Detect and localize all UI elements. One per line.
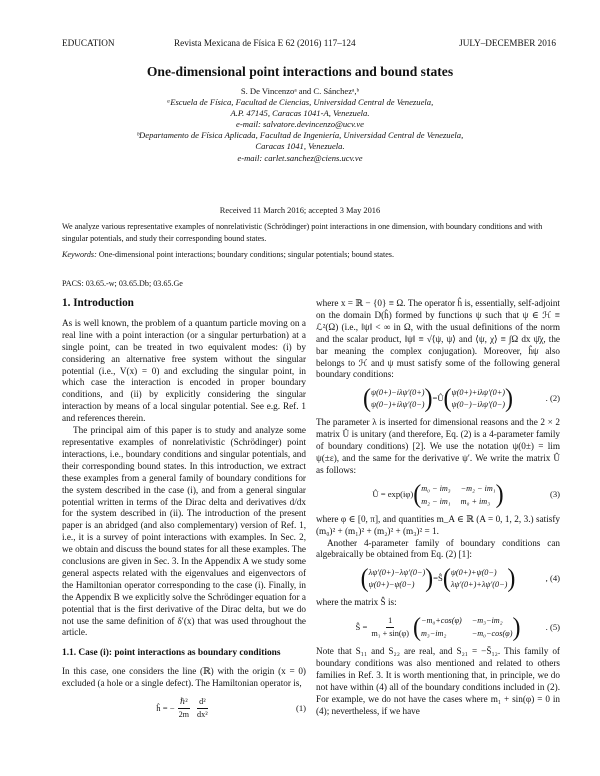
eq3-cell-12: −m₂ − im₁ [460,483,496,493]
eq4-left-vector: ( λψ′(0+)−λψ′(0−) ψ(0+)−ψ(0−) ) [360,565,434,594]
eq2-right-row-1: ψ(0+)+iλψ′(0+) [451,388,505,398]
eq2-left-row-2: ψ(0−)+iλψ′(0−) [371,400,425,410]
pacs-codes: PACS: 03.65.-w; 03.65.Db; 03.65.Ge [62,279,183,288]
eq1-numerator: ℏ² [178,696,190,709]
affiliation-line-3: ᵇDepartamento de Física Aplicada, Facultad de Ingeniería, Universidad Central de Venezuela, [136,130,464,141]
eq5-cell-21: m₃−im₂ [421,629,447,639]
eq4-tag: , (4) [545,573,560,584]
equation-1 [62,696,306,721]
eq4-operator: =Ŝ [433,573,443,584]
eq3-cell-11: m₀ − im₃ [421,483,451,493]
affiliation-line-2: A.P. 47145, Caracas 1041-A, Venezuela. [230,108,370,119]
eq5-denominator: m₁ + sin(φ) [371,629,409,639]
equation-2 [316,385,560,414]
running-header [62,38,556,52]
paper-title: One-dimensional point interactions and bound states [146,64,454,79]
section-heading-introduction: 1. Introduction [62,297,134,309]
eq1-fraction-2 [195,696,210,721]
header-section: EDUCATION [62,38,115,48]
left-column [62,298,306,727]
eq1-lhs: ĥ = − [156,702,175,713]
eq1-denominator: 2m [178,710,190,719]
eq5-cell-11: −m₀+cos(φ) [421,616,462,626]
eq1-denominator-2: dx² [197,710,208,719]
eq4-right-vector: ( ψ(0+)+ψ(0−) λψ′(0+)+λψ′(0−) ) [442,565,516,594]
eq4-left-row-2: ψ(0+)−ψ(0−) [368,580,415,590]
intro-paragraph-2: The principal aim of this paper is to study and analyze some representative examples of nonrelativistic (Schrödinger) point interactions, i.e., boundary conditions and singular potentials, and their corresponding bound states. In this introduction, we extract these examples from a general family of boundary conditions for the system described in the case (i), and from a general singular potential written in terms of the Dirac delta and derivatives d/dx for the system described in (ii). The introduction of the present paper is an abridged (and also complementary) version of Ref. 1, i.e., it is a survey of point interactions with examples. In Sec. 2, we obtain and discuss the bound states for all these examples. The conclusions are given in Sec. 3. In the Appendix A we study some general aspects related with the eigenvalues and eigenvectors of the Hamiltonian operator corresponding to the case (i). Finally, in the Appendix B we explicitly solve the Schrödinger equation for a potential that is the first derivative of the Dirac delta, but we do not use the same definition of δ′(x) that was used throughout the article. [62,425,306,638]
intro-paragraph-1: As is well known, the problem of a quantum particle moving on a real line with a point interaction (or a singular perturbation) at a single point, can be treated in two equivalent modes: (i) by considering an alternative free system without the singular potential (i.e., V(x) = 0) and excluding the singular point, in which case the interaction is encoded in proper boundary conditions, and (ii) by explicitly considering the singular interaction by means of a local singular potential. See e.g. Ref. 1 and references therein. [62,317,306,424]
eq5-matrix: ( −m₀+cos(φ) −m₃−im₂ m₃−im₂ −m₀−cos(φ) ) [413,613,521,642]
eq5-numerator: 1 [386,615,394,628]
equation-3 [316,480,560,510]
right-paragraph-5: where the matrix Ŝ is: [316,597,397,608]
eq5-lhs: Ŝ = [355,621,368,632]
right-paragraph-3: where φ ∈ [0, π], and quantities m_A ∈ ℝ (A = 0, 1, 2, 3.) satisfy (m₀)² + (m₁)² + (m₂)² + (m₃)² = 1. [316,513,560,536]
right-paragraph-4: Another 4-parameter family of boundary conditions can algebraically be obtained from Eq. (2) [1]: [316,537,560,560]
right-paragraph-1: where x = ℝ − {0} ≡ Ω. The operator ĥ is, essentially, self-adjoint on the domain D(ĥ) formed by functions ψ such that ψ ∈ ℋ ≡ ℒ²(Ω) (i.e., ‖ψ‖ < ∞ in Ω, with the usual definitions of the norm and the scalar product, ‖ψ‖ ≡ √⟨ψ, ψ⟩ and ⟨ψ, χ⟩ ≡ ∫Ω dx ψ̄χ, the bar meaning the complex conjugation). Moreover, ĥψ also belongs to ℋ and ψ must satisfy some of the following general boundary conditions: [316,298,560,380]
right-column [316,298,560,717]
subsection-heading-case-i: 1.1. Case (i): point interactions as boundary conditions [62,648,281,659]
eq3-cell-22: m₀ + im₃ [460,496,491,506]
eq3-tag: (3) [549,489,560,500]
email-2: e-mail: carlet.sanchez@ciens.ucv.ve [237,152,363,163]
affiliation-line-4: Caracas 1041, Venezuela. [255,141,345,152]
case-i-paragraph: In this case, one considers the line (ℝ) with the origin (x = 0) excluded (a hole or a single defect). The Hamiltonian operator is, [62,666,306,689]
eq1-fraction-1 [177,696,191,721]
eq3-matrix: ( m₀ − im₃ −m₂ − im₁ m₂ − im₁ m₀ + im₃ ) [413,480,504,510]
affiliation-line-1: ᵃEscuela de Física, Facultad de Ciencias, Universidad Central de Venezuela, [166,97,434,108]
header-date: JULY–DECEMBER 2016 [459,38,556,48]
author-block [0,86,600,164]
eq2-right-vector: ( ψ(0+)+iλψ′(0+) ψ(0−)−iλψ′(0−) ) [443,385,513,414]
eq5-cell-12: −m₃−im₂ [471,616,503,626]
abstract: We analyze various representative examples of nonrelativistic (Schrödinger) point interactions in one dimension, with boundary conditions and with singular potentials, and study their corresponding bound states. [62,222,543,243]
eq2-right-row-2: ψ(0−)−iλψ′(0−) [451,400,505,410]
authors: S. De Vincenzoᵃ and C. Sánchezᵃ,ᵇ [240,86,360,96]
equation-4 [316,565,560,594]
right-paragraph-2: The parameter λ is inserted for dimensional reasons and the 2 × 2 matrix Û is unitary (and therefore, Eq. (2) is a 4-parameter family of boundary conditions) [2]. We use the notation ψ(0±) = lim ψ(±ε), and the same for the derivative ψ′. We write the matrix Û as follows: [316,417,560,475]
email-1: e-mail: salvatore.devincenzo@ucv.ve [236,119,364,130]
received-dates: Received 11 March 2016; accepted 3 May 2016 [219,206,381,215]
eq5-cell-22: −m₀−cos(φ) [471,629,513,639]
right-paragraph-6: Note that S₁₁ and S₂₂ are real, and S₂₁ = −S̄₁₂. This family of boundary conditions was also mentioned and related to others families in Ref. 3. It is worth mentioning that, in principle, we do not have within (4) all of the boundary conditions included in (2). For example, we do not have the cases where m₁ + sin(φ) = 0 in (4); nevertheless, if we have [316,646,560,716]
eq1-numerator-2: d² [197,696,208,709]
eq2-left-row-1: ψ(0+)−iλψ′(0+) [371,388,425,398]
header-journal: Revista Mexicana de Física E 62 (2016) 117–124 [174,38,356,48]
eq4-left-row-1: λψ′(0+)−λψ′(0−) [368,568,426,578]
eq4-right-row-1: ψ(0+)+ψ(0−) [450,568,497,578]
eq3-lhs: Û = exp(iφ) [372,489,414,500]
keywords [62,250,556,259]
eq5-tag: . (5) [545,621,560,632]
eq2-left-vector: ( ψ(0+)−iλψ′(0+) ψ(0−)+iλψ′(0−) ) [363,385,433,414]
keywords-text: One-dimensional point interactions; boundary conditions; singular potentials; bound states. [98,250,394,259]
eq4-right-row-2: λψ′(0+)+λψ′(0−) [450,580,508,590]
equation-5 [316,615,560,640]
eq2-tag: . (2) [545,393,560,404]
eq5-fraction [369,615,411,640]
eq1-tag: (1) [295,702,306,713]
eq3-cell-21: m₂ − im₁ [421,496,451,506]
keywords-label: Keywords: [62,250,97,259]
eq2-operator: =Û [432,393,444,404]
